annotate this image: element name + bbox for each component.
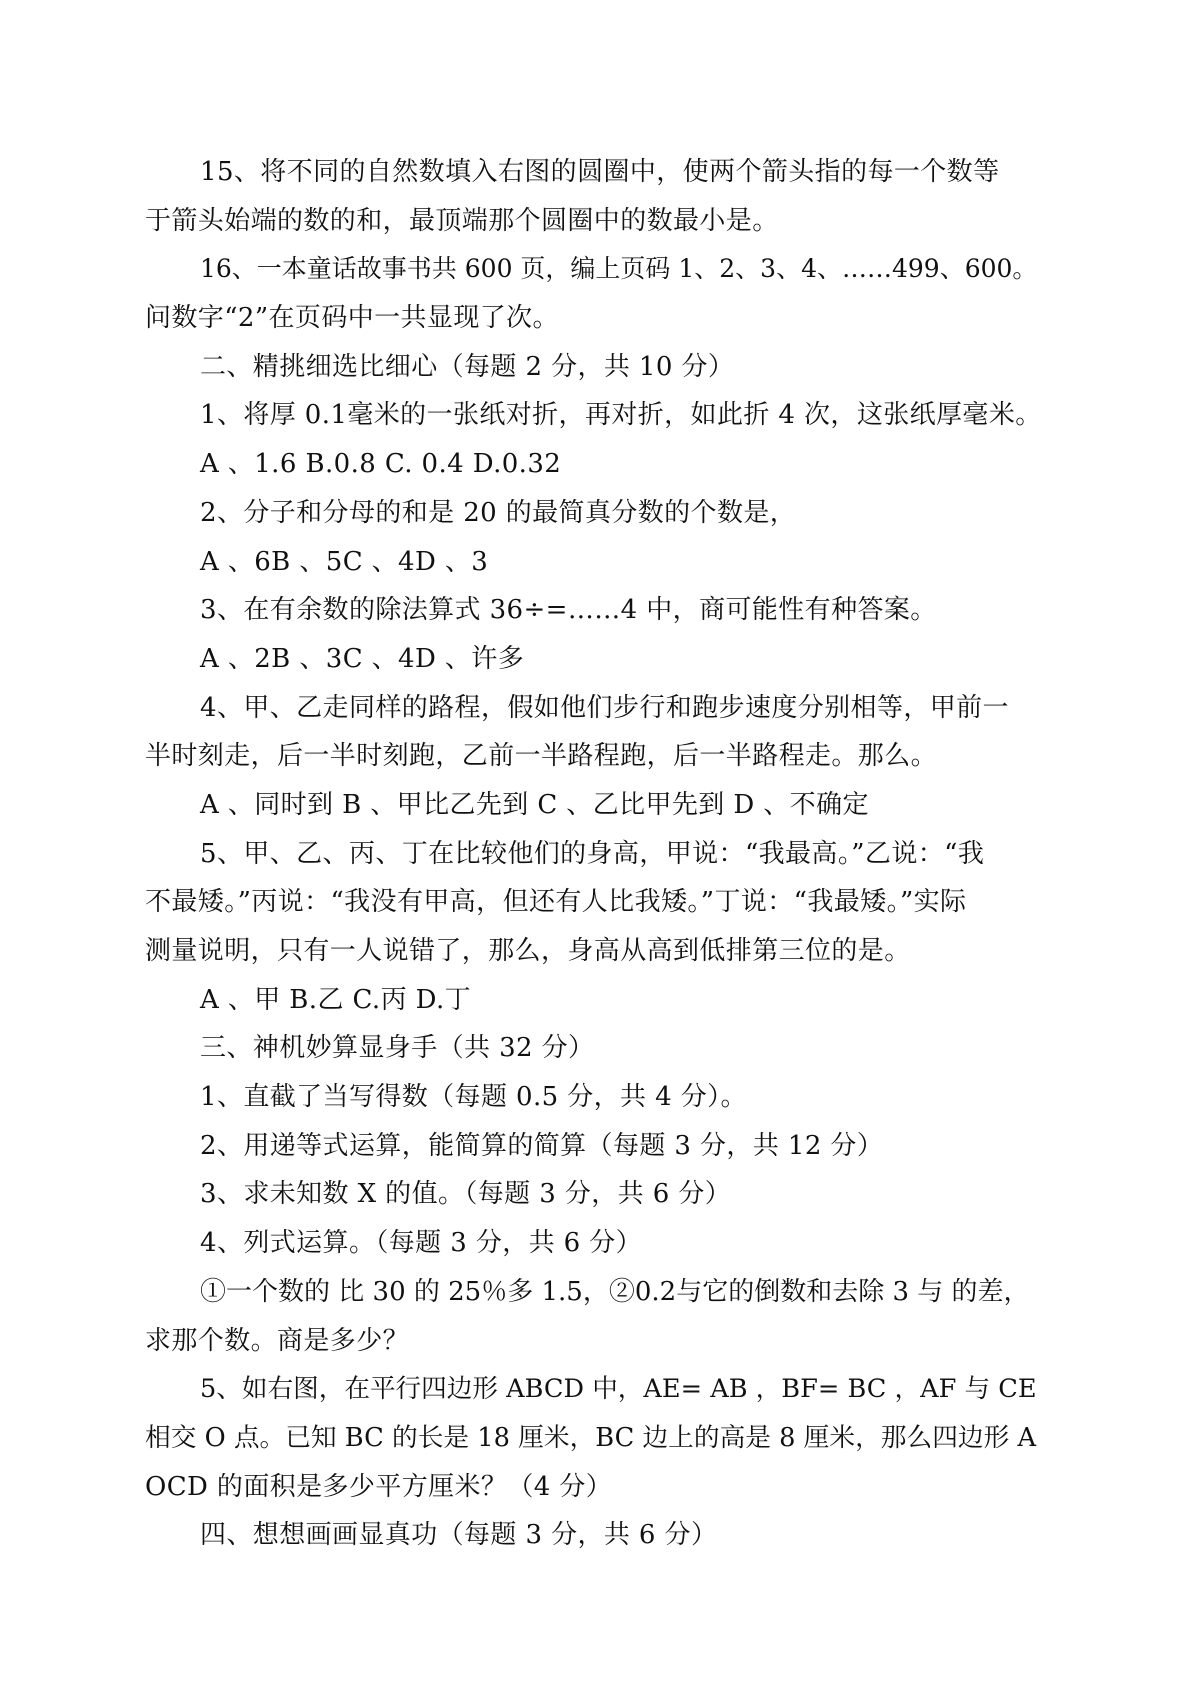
section-heading-2: 二、精挑细选比细心（每题 2 分，共 10 分） — [200, 351, 735, 382]
text-line-s2-q4-part1: 4、甲、乙走同样的路程，假如他们步行和跑步速度分别相等，甲前一 — [200, 692, 1009, 723]
text-line-q15-part1: 15、将不同的自然数填入右图的圆圈中，使两个箭头指的每一个数等 — [200, 157, 1000, 187]
text-line-s3-q2: 2、用递等式运算，能简算的简算（每题 3 分，共 12 分） — [200, 1130, 884, 1161]
options-s2-q2: A 、6B 、5C 、4D 、3 — [200, 546, 489, 577]
options-s2-q4: A 、同时到 B 、甲比乙先到 C 、乙比甲先到 D 、不确定 — [200, 789, 869, 820]
options-s2-q1: A 、1.6 B.0.8 C. 0.4 D.0.32 — [200, 449, 562, 480]
section-heading-3: 三、神机妙算显身手（共 32 分） — [200, 1033, 595, 1064]
text-line-s3-q5-part1: 5、如右图，在平行四边形 ABCD 中，AE= AB ，BF= BC ，AF 与 CE — [200, 1374, 1037, 1405]
text-line-s2-q5-part3: 测量说明，只有一人说错了，那么，身高从高到低排第三位的是。 — [145, 936, 911, 966]
text-line-s2-q5-part2: 不最矮。”丙说：“我没有甲高，但还有人比我矮。”丁说：“我最矮。”实际 — [145, 887, 967, 918]
text-line-s2-q1: 1、将厚 0.1毫米的一张纸对折，再对折，如此折 4 次，这张纸厚毫米。 — [200, 400, 1042, 431]
text-line-s3-q4: 4、列式运算。（每题 3 分，共 6 分） — [200, 1228, 643, 1259]
text-line-s3-q5-part2: 相交 O 点。已知 BC 的长是 18 厘米，BC 边上的高是 8 厘米，那么四边形 A — [145, 1422, 1037, 1453]
text-line-s3-q1: 1、直截了当写得数（每题 0.5 分，共 4 分）。 — [200, 1082, 747, 1113]
text-line-q15-part2: 于箭头始端的数的和，最顶端那个圆圈中的数最小是。 — [145, 205, 779, 236]
text-line-s2-q3: 3、在有余数的除法算式 36÷=……4 中，商可能性有种答案。 — [200, 595, 937, 626]
text-line-s2-q5-part1: 5、甲、乙、丙、丁在比较他们的身高，甲说：“我最高。”乙说：“我 — [200, 838, 985, 869]
document-body — [145, 148, 1045, 1560]
section-heading-4: 四、想想画画显真功（每题 3 分，共 6 分） — [200, 1520, 718, 1551]
text-line-s3-q4-items-part1: ①一个数的 比 30 的 25％多 1.5，②0.2与它的倒数和去除 3 与 的差， — [200, 1276, 1030, 1307]
text-line-s2-q2: 2、分子和分母的和是 20 的最简真分数的个数是， — [200, 497, 797, 528]
text-line-q16-part2: 问数字“2”在页码中一共显现了次。 — [145, 303, 559, 334]
text-line-s3-q4-items-part2: 求那个数。商是多少？ — [145, 1325, 410, 1356]
text-line-s2-q4-part2: 半时刻走，后一半时刻跑，乙前一半路程跑，后一半路程走。那么。 — [145, 741, 938, 772]
text-line-s3-q3: 3、求未知数 X 的值。（每题 3 分，共 6 分） — [200, 1179, 732, 1210]
options-s2-q5: A 、甲 B.乙 C.丙 D.丁 — [200, 984, 472, 1015]
text-line-s3-q5-part3: OCD 的面积是多少平方厘米？（4 分） — [145, 1471, 613, 1502]
text-line-q16-part1: 16、一本童话故事书共 600 页，编上页码 1、2、3、4、……499、600。 — [200, 254, 1038, 284]
options-s2-q3: A 、2B 、3C 、4D 、许多 — [200, 643, 525, 674]
